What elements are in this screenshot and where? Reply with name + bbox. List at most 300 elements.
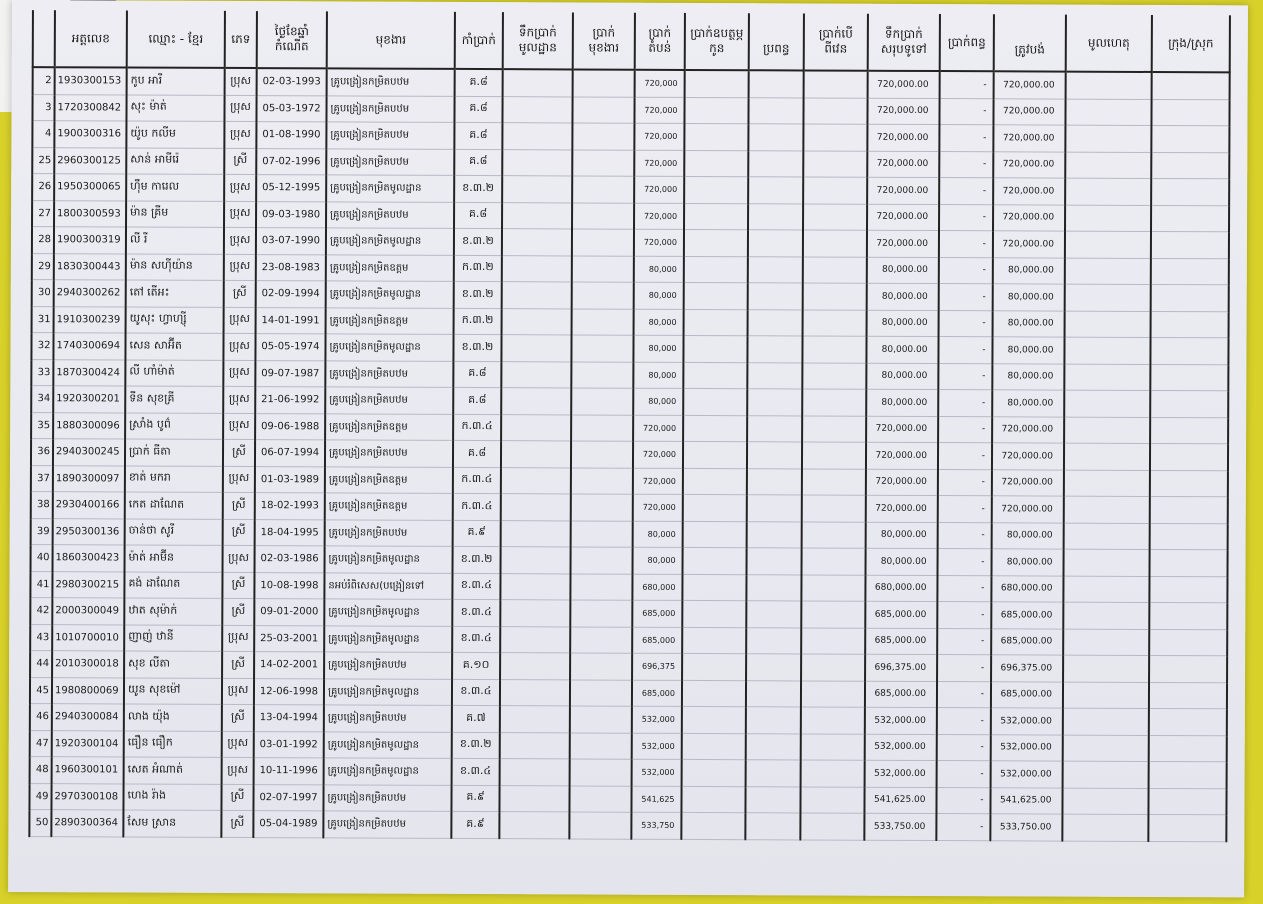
net-amount-cell: 532,000.00 (991, 708, 1063, 735)
child-allowance-cell (684, 123, 748, 150)
shift-allowance-cell (803, 203, 867, 230)
table-row (29, 810, 1226, 842)
birth-date-cell: 21-06-1992 (255, 387, 325, 414)
total-amount-cell: 680,000.00 (865, 575, 937, 602)
name-cell: ហ៊ឹម ការេល (126, 174, 224, 201)
name-cell: ខាត់ មករា (125, 465, 223, 492)
row-number-cell: 26 (32, 174, 54, 201)
sex-cell: ស្រី (222, 572, 254, 599)
total-amount-cell: 80,000.00 (866, 363, 938, 390)
name-cell: កូប អារី (127, 68, 225, 95)
district-cell (1150, 417, 1228, 444)
base-salary-cell (501, 414, 571, 441)
district-cell (1148, 788, 1226, 815)
sex-cell: ប្រុស (223, 360, 255, 387)
total-amount-cell: 541,625.00 (864, 787, 936, 814)
district-cell (1149, 576, 1227, 603)
net-amount-cell: 80,000.00 (993, 257, 1065, 284)
spouse-allowance-cell (747, 415, 802, 442)
shift-allowance-cell (801, 733, 865, 760)
net-amount-cell: 720,000.00 (993, 151, 1065, 178)
grade-cell: ក.៣.៤ (453, 493, 501, 520)
area-allowance-cell: 720,000 (634, 150, 684, 177)
sex-cell: ប្រុស (224, 254, 256, 281)
net-amount-cell: 720,000.00 (993, 204, 1065, 231)
row-number-cell: 39 (31, 518, 53, 545)
area-allowance-cell: 720,000 (635, 70, 685, 97)
area-allowance-cell: 720,000 (634, 176, 684, 203)
header-cell: ប្រាក់ពន្ធ (940, 14, 994, 71)
total-amount-cell: 532,000.00 (865, 734, 937, 761)
district-cell (1151, 258, 1229, 285)
row-number-cell: 35 (31, 412, 53, 439)
staff-id-cell: 2960300125 (54, 147, 126, 174)
payroll-table (28, 10, 1231, 842)
reason-cell (1063, 602, 1149, 629)
function-allowance-cell (570, 600, 632, 627)
reason-cell (1066, 72, 1152, 99)
spouse-allowance-cell (748, 230, 803, 257)
staff-id-cell: 2940300084 (52, 704, 124, 731)
spouse-allowance-cell (746, 574, 801, 601)
spouse-allowance-cell (746, 707, 801, 734)
area-allowance-cell: 720,000 (633, 415, 683, 442)
reason-cell (1062, 814, 1148, 841)
shift-allowance-cell (802, 336, 866, 363)
tax-cell: - (939, 204, 993, 231)
sex-cell: ប្រុស (224, 201, 256, 228)
row-number-cell: 46 (30, 704, 52, 731)
area-allowance-cell: 80,000 (634, 309, 684, 336)
spouse-allowance-cell (748, 97, 803, 124)
total-amount-cell: 720,000.00 (867, 204, 939, 231)
base-salary-cell (502, 282, 572, 309)
function-allowance-cell (572, 282, 634, 309)
grade-cell: ខ.៣.៤ (452, 679, 500, 706)
staff-id-cell: 1800300593 (54, 200, 126, 227)
birth-date-cell: 25-03-2001 (254, 625, 324, 652)
birth-date-cell: 01-03-1989 (255, 466, 325, 493)
sex-cell: ស្រី (222, 704, 254, 731)
tax-cell: - (937, 575, 991, 602)
birth-date-cell: 03-07-1990 (256, 228, 326, 255)
district-cell (1149, 602, 1227, 629)
total-amount-cell: 720,000.00 (866, 442, 938, 469)
total-amount-cell: 80,000.00 (866, 389, 938, 416)
shift-allowance-cell (801, 574, 865, 601)
grade-cell: គ.៨ (454, 202, 502, 229)
spouse-allowance-cell (748, 283, 803, 310)
position-cell: គ្រូបង្រៀនកម្រិតមូលដ្ឋាន (324, 678, 452, 705)
reason-cell (1065, 258, 1151, 285)
function-allowance-cell (571, 547, 633, 574)
net-amount-cell: 720,000.00 (992, 416, 1064, 443)
grade-cell: ខ.៣.២ (454, 228, 502, 255)
birth-date-cell: 06-07-1994 (255, 440, 325, 467)
tax-cell: - (939, 284, 993, 311)
child-allowance-cell (683, 415, 747, 442)
name-cell: សែម ស្រាន (123, 810, 221, 837)
area-allowance-cell: 720,000 (634, 203, 684, 230)
tax-cell: - (938, 522, 992, 549)
child-allowance-cell (682, 653, 746, 680)
position-cell: គ្រូបង្រៀនកម្រិតបឋម (325, 360, 453, 387)
function-allowance-cell (572, 202, 634, 229)
grade-cell: ខ.៣.២ (453, 334, 501, 361)
total-amount-cell: 80,000.00 (867, 257, 939, 284)
shift-allowance-cell (801, 707, 865, 734)
header-cell: ត្រូវបង់ (994, 14, 1066, 71)
reason-cell (1064, 496, 1150, 523)
reason-cell (1065, 311, 1151, 338)
reason-cell (1065, 152, 1151, 179)
row-number-cell: 49 (29, 783, 51, 810)
row-number-cell: 33 (31, 359, 53, 386)
position-cell: គ្រូបង្រៀនកម្រិតឧត្តម (325, 413, 453, 440)
spouse-allowance-cell (748, 309, 803, 336)
name-cell: លី ហាំម៉ាត់ (125, 359, 223, 386)
sex-cell: ស្រី (223, 439, 255, 466)
base-salary-cell (502, 229, 572, 256)
birth-date-cell: 23-08-1983 (256, 254, 326, 281)
name-cell: ប្រាក់ ធីតា (125, 439, 223, 466)
area-allowance-cell: 80,000 (633, 547, 683, 574)
shift-allowance-cell (802, 521, 866, 548)
base-salary-cell (501, 361, 571, 388)
spouse-allowance-cell (747, 389, 802, 416)
reason-cell (1064, 390, 1150, 417)
position-cell: នអប់រំពិសេស(បង្រៀនទៅ (324, 572, 452, 599)
function-allowance-cell (572, 255, 634, 282)
function-allowance-cell (570, 732, 632, 759)
reason-cell (1065, 205, 1151, 232)
row-number-cell: 50 (29, 810, 51, 837)
reason-cell (1062, 788, 1148, 815)
child-allowance-cell (684, 282, 748, 309)
tax-cell: - (939, 125, 993, 152)
document-sheet (8, 0, 1248, 897)
position-cell: គ្រូបង្រៀនកម្រិតបឋម (326, 122, 454, 149)
district-cell (1148, 814, 1226, 841)
total-amount-cell: 720,000.00 (866, 469, 938, 496)
base-salary-cell (499, 812, 569, 839)
row-number-cell: 41 (30, 571, 52, 598)
staff-id-cell: 1980800069 (52, 677, 124, 704)
tax-cell: - (939, 310, 993, 337)
sex-cell: ស្រី (222, 651, 254, 678)
shift-allowance-cell (803, 177, 867, 204)
area-allowance-cell: 720,000 (634, 123, 684, 150)
net-amount-cell: 720,000.00 (994, 71, 1066, 98)
name-cell: ម៉ាត់ អាម៊ីន (125, 545, 223, 572)
position-cell: គ្រូបង្រៀនកម្រិតមូលដ្ឋាន (324, 758, 452, 785)
total-amount-cell: 80,000.00 (866, 522, 938, 549)
reason-cell (1063, 576, 1149, 603)
position-cell: គ្រូបង្រៀនកម្រិតបឋម (323, 784, 451, 811)
row-number-cell: 25 (32, 147, 54, 174)
row-number-cell: 48 (30, 757, 52, 784)
total-amount-cell: 80,000.00 (867, 283, 939, 310)
grade-cell: ខ.៣.៤ (452, 599, 500, 626)
base-salary-cell (500, 600, 570, 627)
header-cell: ប្រាក់ឧបត្ថម្ភ កូន (685, 13, 749, 70)
birth-date-cell: 01-08-1990 (256, 122, 326, 149)
birth-date-cell: 09-07-1987 (255, 360, 325, 387)
grade-cell: គ.៨ (454, 149, 502, 176)
child-allowance-cell (684, 256, 748, 283)
function-allowance-cell (571, 467, 633, 494)
tax-cell: - (936, 787, 990, 814)
net-amount-cell: 80,000.00 (992, 522, 1064, 549)
tax-cell: - (938, 390, 992, 417)
function-allowance-cell (571, 335, 633, 362)
staff-id-cell: 2970300108 (51, 783, 123, 810)
area-allowance-cell: 80,000 (633, 521, 683, 548)
function-allowance-cell (570, 706, 632, 733)
reason-cell (1064, 417, 1150, 444)
base-salary-cell (501, 520, 571, 547)
birth-date-cell: 02-07-1997 (253, 784, 323, 811)
function-allowance-cell (571, 388, 633, 415)
row-number-cell: 45 (30, 677, 52, 704)
reason-cell (1063, 682, 1149, 709)
staff-id-cell: 2010300018 (52, 651, 124, 678)
shift-allowance-cell (801, 601, 865, 628)
net-amount-cell: 541,625.00 (990, 787, 1062, 814)
staff-id-cell: 1010700010 (52, 624, 124, 651)
district-cell (1149, 629, 1227, 656)
sex-cell: ប្រុស (224, 121, 256, 148)
function-allowance-cell (569, 785, 631, 812)
header-cell: ឈ្មោះ - ខ្មែរ (127, 11, 225, 68)
row-number-cell: 40 (31, 545, 53, 572)
shift-allowance-cell (803, 309, 867, 336)
district-cell (1149, 735, 1227, 762)
name-cell: ញាញ់ ឋានី (124, 624, 222, 651)
area-allowance-cell: 696,375 (632, 653, 682, 680)
spouse-allowance-cell (747, 468, 802, 495)
tax-cell: - (939, 98, 993, 125)
area-allowance-cell: 720,000 (633, 441, 683, 468)
total-amount-cell: 720,000.00 (866, 416, 938, 443)
header-cell: ប្រាក់បើ ពីវេន (804, 13, 868, 70)
spouse-allowance-cell (745, 813, 800, 840)
area-allowance-cell: 80,000 (634, 256, 684, 283)
net-amount-cell: 720,000.00 (993, 178, 1065, 205)
grade-cell: ក.៣.៤ (453, 414, 501, 441)
grade-cell: គ.៨ (453, 387, 501, 414)
birth-date-cell: 02-03-1993 (257, 68, 327, 95)
district-cell (1151, 125, 1229, 152)
row-number-cell: 28 (32, 227, 54, 254)
spouse-allowance-cell (747, 336, 802, 363)
district-cell (1152, 72, 1230, 99)
birth-date-cell: 02-03-1986 (255, 546, 325, 573)
header-cell: ប្រាក់ មុខងារ (573, 12, 635, 69)
position-cell: គ្រូបង្រៀនកម្រិតបឋម (325, 519, 453, 546)
name-cell: តៅ តើអះ (126, 280, 224, 307)
child-allowance-cell (682, 574, 746, 601)
tax-cell: - (937, 655, 991, 682)
area-allowance-cell: 532,000 (632, 706, 682, 733)
child-allowance-cell (684, 150, 748, 177)
header-cell: ក្រុង/ស្រុក (1152, 15, 1230, 72)
header-cell: មុខងារ (327, 11, 455, 69)
base-salary-cell (502, 308, 572, 335)
position-cell: គ្រូបង្រៀនកម្រិតមូលដ្ឋាន (326, 281, 454, 308)
sex-cell: ប្រុស (224, 95, 256, 122)
area-allowance-cell: 80,000 (633, 362, 683, 389)
net-amount-cell: 80,000.00 (991, 549, 1063, 576)
tax-cell: - (937, 602, 991, 629)
spouse-allowance-cell (746, 627, 801, 654)
total-amount-cell: 720,000.00 (867, 151, 939, 178)
birth-date-cell: 14-01-1991 (256, 307, 326, 334)
base-salary-cell (501, 441, 571, 468)
area-allowance-cell: 80,000 (633, 388, 683, 415)
area-allowance-cell: 720,000 (633, 468, 683, 495)
tax-cell: - (939, 178, 993, 205)
position-cell: គ្រូបង្រៀនកម្រិតមូលដ្ឋាន (324, 625, 452, 652)
child-allowance-cell (683, 441, 747, 468)
net-amount-cell: 685,000.00 (991, 602, 1063, 629)
total-amount-cell: 720,000.00 (867, 177, 939, 204)
net-amount-cell: 80,000.00 (993, 310, 1065, 337)
birth-date-cell: 03-01-1992 (254, 731, 324, 758)
function-allowance-cell (572, 176, 634, 203)
staff-id-cell: 1920300104 (52, 730, 124, 757)
grade-cell: គ.៨ (454, 122, 502, 149)
position-cell: គ្រូបង្រៀនកម្រិតឧត្តម (325, 493, 453, 520)
spouse-allowance-cell (746, 760, 801, 787)
spouse-allowance-cell (748, 203, 803, 230)
position-cell: គ្រូបង្រៀនកម្រិតមូលដ្ឋាន (326, 228, 454, 255)
sex-cell: ស្រី (223, 492, 255, 519)
function-allowance-cell (570, 626, 632, 653)
spouse-allowance-cell (746, 733, 801, 760)
child-allowance-cell (684, 97, 748, 124)
spouse-allowance-cell (748, 177, 803, 204)
row-number-cell: 27 (32, 200, 54, 227)
staff-id-cell: 1740300694 (53, 333, 125, 360)
district-cell (1150, 470, 1228, 497)
position-cell: គ្រូបង្រៀនកម្រិតឧត្តម (325, 466, 453, 493)
sex-cell: ប្រុស (222, 757, 254, 784)
total-amount-cell: 720,000.00 (867, 230, 939, 257)
staff-id-cell: 2930400166 (53, 492, 125, 519)
child-allowance-cell (681, 786, 745, 813)
staff-id-cell: 1890300097 (53, 465, 125, 492)
child-allowance-cell (683, 521, 747, 548)
area-allowance-cell: 541,625 (631, 786, 681, 813)
net-amount-cell: 532,000.00 (991, 734, 1063, 761)
total-amount-cell: 80,000.00 (867, 310, 939, 337)
area-allowance-cell: 685,000 (632, 680, 682, 707)
tax-cell: - (938, 469, 992, 496)
reason-cell (1064, 470, 1150, 497)
name-cell: សេន សាអ៊ីត (125, 333, 223, 360)
row-number-cell: 4 (32, 121, 54, 148)
district-cell (1149, 549, 1227, 576)
grade-cell: ខ.៣.២ (454, 175, 502, 202)
row-number-cell: 29 (32, 253, 54, 280)
staff-id-cell: 1830300443 (54, 253, 126, 280)
reason-cell (1063, 761, 1149, 788)
base-salary-cell (500, 679, 570, 706)
name-cell: សេត អំណាត់ (124, 757, 222, 784)
grade-cell: គ.១០ (452, 652, 500, 679)
tax-cell: - (937, 708, 991, 735)
reason-cell (1065, 231, 1151, 258)
net-amount-cell: 80,000.00 (992, 363, 1064, 390)
area-allowance-cell: 533,750 (631, 812, 681, 839)
area-allowance-cell: 532,000 (632, 759, 682, 786)
name-cell: យ៉ូប កលីម (126, 121, 224, 148)
district-cell (1151, 311, 1229, 338)
position-cell: គ្រូបង្រៀនកម្រិតបឋម (324, 705, 452, 732)
base-salary-cell (502, 149, 572, 176)
header-cell: ថ្ងៃខែឆ្នាំ កំណើត (257, 11, 327, 68)
child-allowance-cell (683, 335, 747, 362)
total-amount-cell: 685,000.00 (865, 601, 937, 628)
district-cell (1151, 152, 1229, 179)
position-cell: គ្រូបង្រៀនកម្រិតបឋម (326, 148, 454, 175)
function-allowance-cell (571, 494, 633, 521)
tax-cell: - (937, 734, 991, 761)
shift-allowance-cell (802, 415, 866, 442)
shift-allowance-cell (802, 362, 866, 389)
shift-allowance-cell (803, 283, 867, 310)
net-amount-cell: 720,000.00 (992, 496, 1064, 523)
birth-date-cell: 09-01-2000 (254, 599, 324, 626)
birth-date-cell: 05-03-1972 (256, 95, 326, 122)
reason-cell (1063, 629, 1149, 656)
spouse-allowance-cell (747, 442, 802, 469)
tax-cell: - (938, 496, 992, 523)
row-number-cell: 3 (32, 94, 54, 121)
sex-cell: ប្រុស (223, 386, 255, 413)
net-amount-cell: 720,000.00 (993, 231, 1065, 258)
birth-date-cell: 18-02-1993 (255, 493, 325, 520)
district-cell (1149, 655, 1227, 682)
row-number-cell: 32 (31, 333, 53, 360)
sex-cell: ប្រុស (222, 625, 254, 652)
sex-cell: ប្រុស (223, 545, 255, 572)
tax-cell: - (938, 443, 992, 470)
tax-cell: - (938, 337, 992, 364)
spouse-allowance-cell (747, 521, 802, 548)
shift-allowance-cell (801, 680, 865, 707)
sex-cell: ប្រុស (222, 678, 254, 705)
child-allowance-cell (683, 494, 747, 521)
district-cell (1151, 99, 1229, 126)
child-allowance-cell (683, 362, 747, 389)
shift-allowance-cell (802, 468, 866, 495)
position-cell: គ្រូបង្រៀនកម្រិតបឋម (325, 440, 453, 467)
district-cell (1149, 682, 1227, 709)
header-cell: មូលហេតុ (1066, 15, 1152, 72)
grade-cell: គ.៩ (451, 785, 499, 812)
reason-cell (1064, 337, 1150, 364)
shift-allowance-cell (803, 230, 867, 257)
base-salary-cell (501, 547, 571, 574)
district-cell (1149, 761, 1227, 788)
base-salary-cell (502, 96, 572, 123)
area-allowance-cell: 532,000 (632, 733, 682, 760)
district-cell (1150, 337, 1228, 364)
reason-cell (1065, 99, 1151, 126)
tax-cell: - (938, 363, 992, 390)
